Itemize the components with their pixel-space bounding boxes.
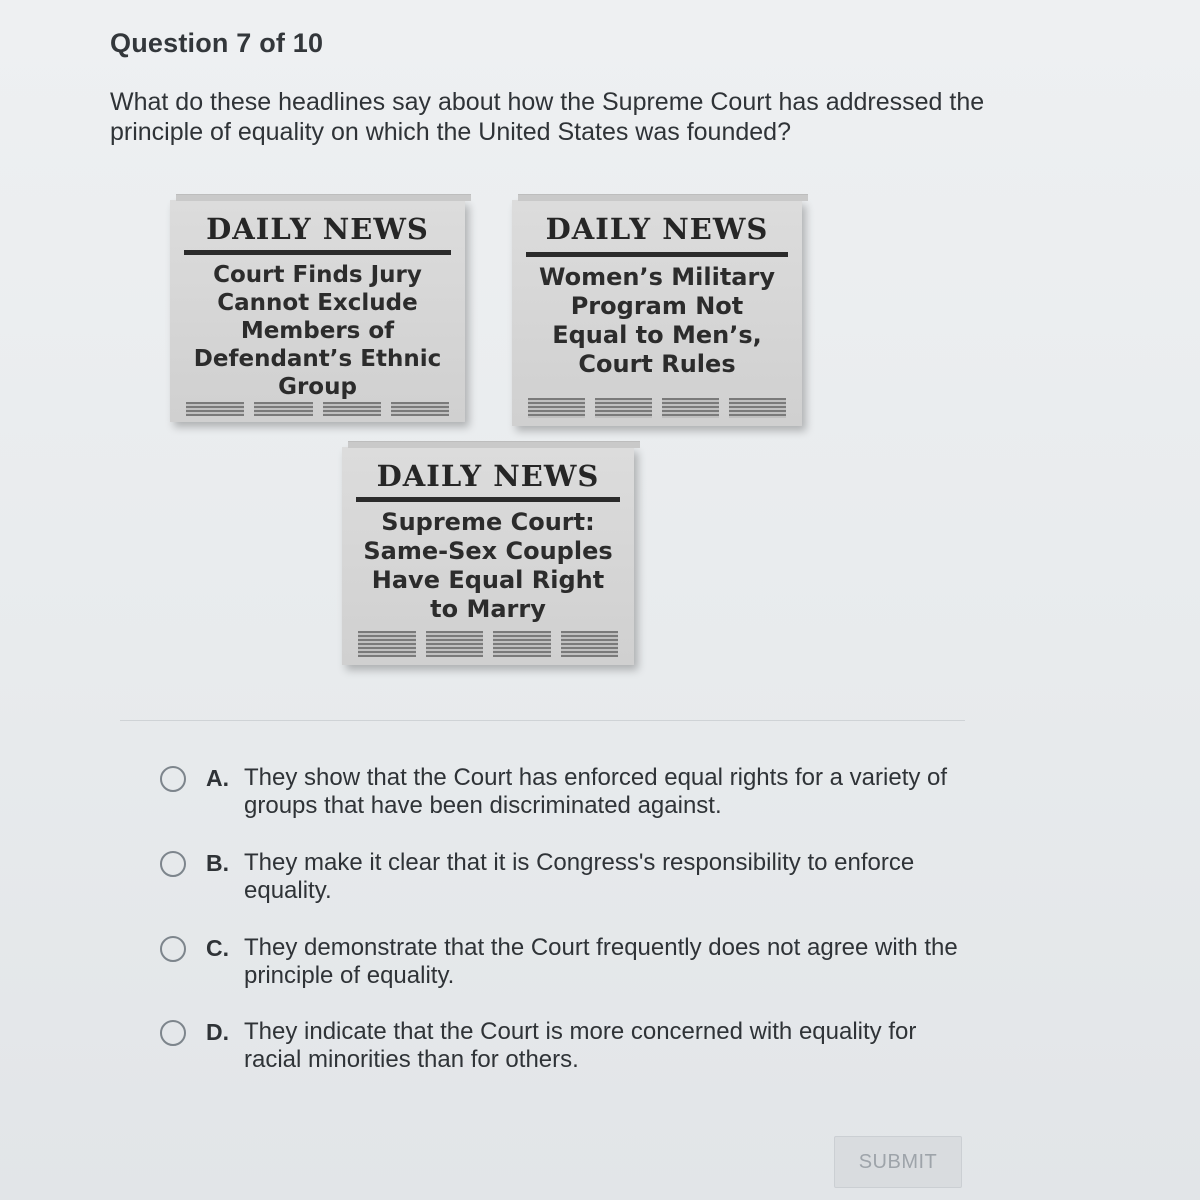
- newspaper-column: [358, 631, 416, 657]
- newspaper-column: [254, 402, 312, 416]
- radio-button-icon[interactable]: [160, 936, 186, 962]
- newspaper-column: [426, 631, 484, 657]
- masthead-rule: [356, 497, 620, 502]
- option-text: They make it clear that it is Congress's responsibility to enforce equality.: [244, 849, 915, 904]
- radio-button-icon[interactable]: [160, 851, 186, 877]
- question-counter: Question 7 of 10: [110, 28, 324, 58]
- newspaper-column: [662, 398, 719, 418]
- radio-button-icon[interactable]: [160, 766, 186, 792]
- newspaper-column: [729, 398, 786, 418]
- newspaper-card-1: [170, 200, 465, 422]
- newspaper-card-2: [512, 200, 802, 426]
- option-text: They indicate that the Court is more concerned with equality for racial minorities than for others.: [244, 1018, 917, 1073]
- newspaper-masthead: DAILY NEWS: [376, 459, 600, 493]
- option-letter: A.: [206, 765, 229, 791]
- newspaper-masthead: DAILY NEWS: [545, 212, 769, 246]
- option-letter: D.: [206, 1019, 229, 1045]
- newspaper-card-3: [342, 447, 634, 665]
- question-prompt: What do these headlines say about how the Supreme Court has addressed the principle of equality on which the United States was founded?: [110, 88, 985, 146]
- answer-option-b[interactable]: [160, 849, 980, 905]
- masthead-rule: [526, 252, 788, 257]
- newspaper-headline: Women’s Military Program Not Equal to Men’s, Court Rules: [539, 263, 775, 378]
- answer-option-a[interactable]: [160, 764, 980, 820]
- newspaper-column: [561, 631, 619, 657]
- newspaper-column: [493, 631, 551, 657]
- option-letter: C.: [206, 935, 229, 961]
- option-text: They show that the Court has enforced equal rights for a variety of groups that have been discriminated against.: [244, 764, 948, 819]
- submit-button[interactable]: SUBMIT: [834, 1136, 962, 1188]
- newspaper-headline: Court Finds Jury Cannot Exclude Members of Defendant’s Ethnic Group: [193, 262, 442, 400]
- newspaper-columns: [528, 398, 786, 418]
- option-text: They demonstrate that the Court frequently does not agree with the principle of equality.: [244, 934, 958, 989]
- answer-option-d[interactable]: [160, 1018, 980, 1074]
- newspaper-headline: Supreme Court: Same-Sex Couples Have Equal Right to Marry: [363, 508, 613, 623]
- option-letter: B.: [206, 850, 229, 876]
- section-divider: [120, 720, 965, 721]
- newspaper-column: [528, 398, 585, 418]
- masthead-rule: [184, 250, 451, 255]
- newspaper-column: [323, 402, 381, 416]
- newspaper-masthead: DAILY NEWS: [206, 212, 429, 246]
- newspaper-column: [391, 402, 449, 416]
- newspaper-column: [595, 398, 652, 418]
- newspaper-columns: [186, 402, 449, 416]
- answer-option-c[interactable]: [160, 934, 980, 990]
- newspaper-columns: [358, 631, 618, 657]
- newspaper-column: [186, 402, 244, 416]
- radio-button-icon[interactable]: [160, 1020, 186, 1046]
